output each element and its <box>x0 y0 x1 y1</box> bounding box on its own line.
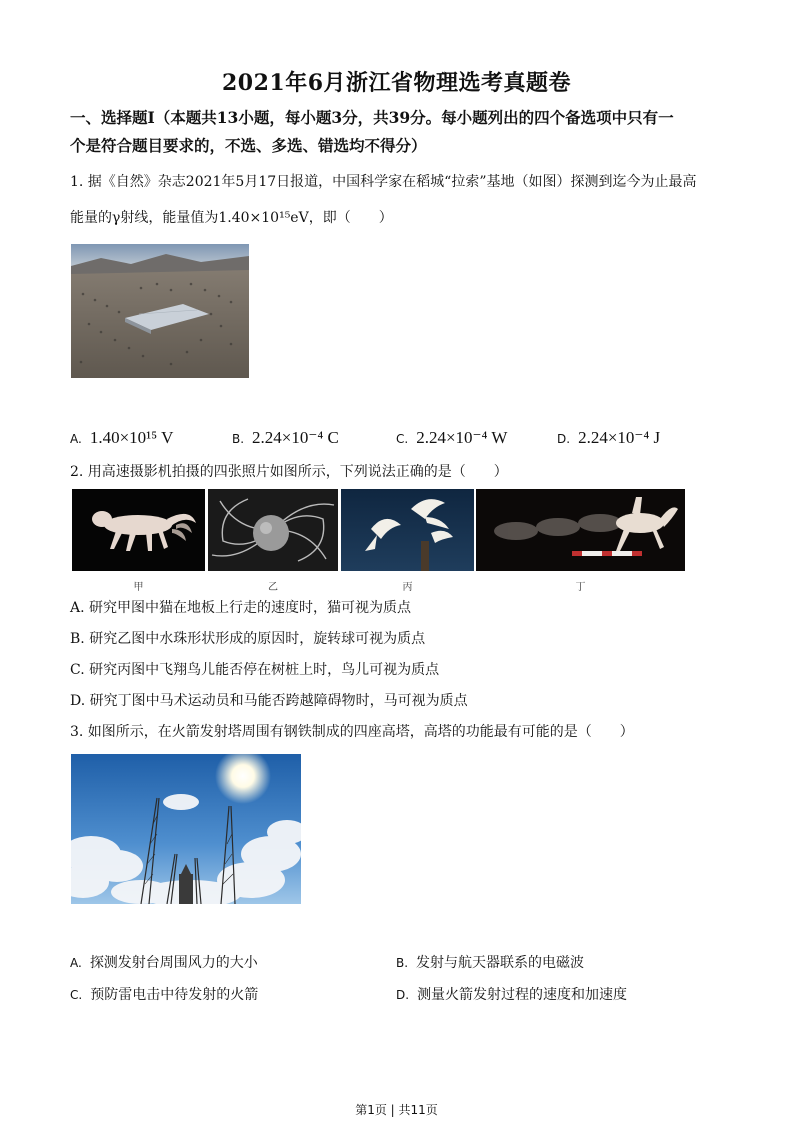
q1-option-c[interactable] <box>396 428 507 448</box>
q1-option-b-text: 2.24×10⁻⁴ C <box>252 428 339 447</box>
q2-photo-jia-cat <box>72 489 205 571</box>
q1-photo-lhaaso <box>71 244 249 378</box>
q1-option-c-text: 2.24×10⁻⁴ W <box>416 428 508 447</box>
q3-option-a-label: A. <box>70 956 82 970</box>
q3-option-c-text: 预防雷电击中待发射的火箭 <box>90 987 259 1003</box>
q2-caption-bing: 丙 <box>402 582 413 593</box>
q2-option-c[interactable]: C. 研究丙图中飞翔鸟儿能否停在树桩上时，鸟儿可视为质点 <box>70 662 440 678</box>
q1-option-b-label: B. <box>232 432 245 446</box>
q1-option-c-label: C. <box>396 432 409 446</box>
page-footer: 第1页 | 共11页 <box>355 1103 438 1117</box>
section-heading <box>70 104 730 160</box>
q2-photo-yi-spinning-ball <box>208 489 338 571</box>
q2-photo-ding-horse <box>476 489 685 571</box>
page-title: 2021年6月浙江省物理选考真题卷 <box>221 70 572 96</box>
q2-option-b[interactable]: B. 研究乙图中水珠形状形成的原因时，旋转球可视为质点 <box>70 631 426 647</box>
q1-option-a-text: 1.40×10¹⁵ V <box>89 428 174 447</box>
q2-option-a[interactable]: A. 研究甲图中猫在地板上行走的速度时，猫可视为质点 <box>70 600 412 616</box>
q2-caption-jia: 甲 <box>133 582 144 593</box>
q1-option-a-label: A. <box>70 432 82 446</box>
q3-option-b[interactable] <box>396 952 584 972</box>
section-heading-line1: 一、选择题Ⅰ（本题共13小题，每小题3分，共39分。每小题列出的四个备选项中只有一 <box>70 108 674 127</box>
q3-photo-launch-towers <box>71 754 301 904</box>
q1-option-b[interactable] <box>232 428 339 448</box>
q1-option-d[interactable] <box>557 428 660 448</box>
q1-option-a[interactable] <box>70 428 173 448</box>
q3-option-b-label: B. <box>396 956 409 970</box>
q3-option-c-label: C. <box>70 988 83 1002</box>
q3-option-a[interactable] <box>70 952 258 972</box>
q1-stem-line1: 1. 据《自然》杂志2021年5月17日报道，中国科学家在稻城“拉索”基地（如图）探测到迄今为止最高 <box>70 174 697 190</box>
q3-option-b-text: 发射与航天器联系的电磁波 <box>416 955 585 971</box>
q2-caption-ding: 丁 <box>575 582 586 593</box>
q1-stem-line2: 能量的γ射线，能量值为1.40×10¹⁵eV，即（ ） <box>70 210 393 226</box>
q1-option-d-label: D. <box>557 432 571 446</box>
q3-stem: 3. 如图所示，在火箭发射塔周围有钢铁制成的四座高塔，高塔的功能最有可能的是（ ） <box>70 724 634 740</box>
q2-photo-bing-bird <box>341 489 474 571</box>
q3-option-d[interactable] <box>396 984 627 1004</box>
q2-caption-yi: 乙 <box>268 582 278 593</box>
q1-option-d-text: 2.24×10⁻⁴ J <box>578 428 661 447</box>
section-heading-line2: 个是符合题目要求的，不选、多选、错选均不得分） <box>70 136 427 155</box>
q3-option-c[interactable] <box>70 984 258 1004</box>
q2-stem: 2. 用高速摄影机拍摄的四张照片如图所示，下列说法正确的是（ ） <box>70 464 508 480</box>
q2-option-d[interactable]: D. 研究丁图中马术运动员和马能否跨越障碍物时，马可视为质点 <box>70 693 468 709</box>
q3-option-d-label: D. <box>396 988 410 1002</box>
q3-option-a-text: 探测发射台周围风力的大小 <box>89 955 258 971</box>
q3-option-d-text: 测量火箭发射过程的速度和加速度 <box>417 987 628 1003</box>
